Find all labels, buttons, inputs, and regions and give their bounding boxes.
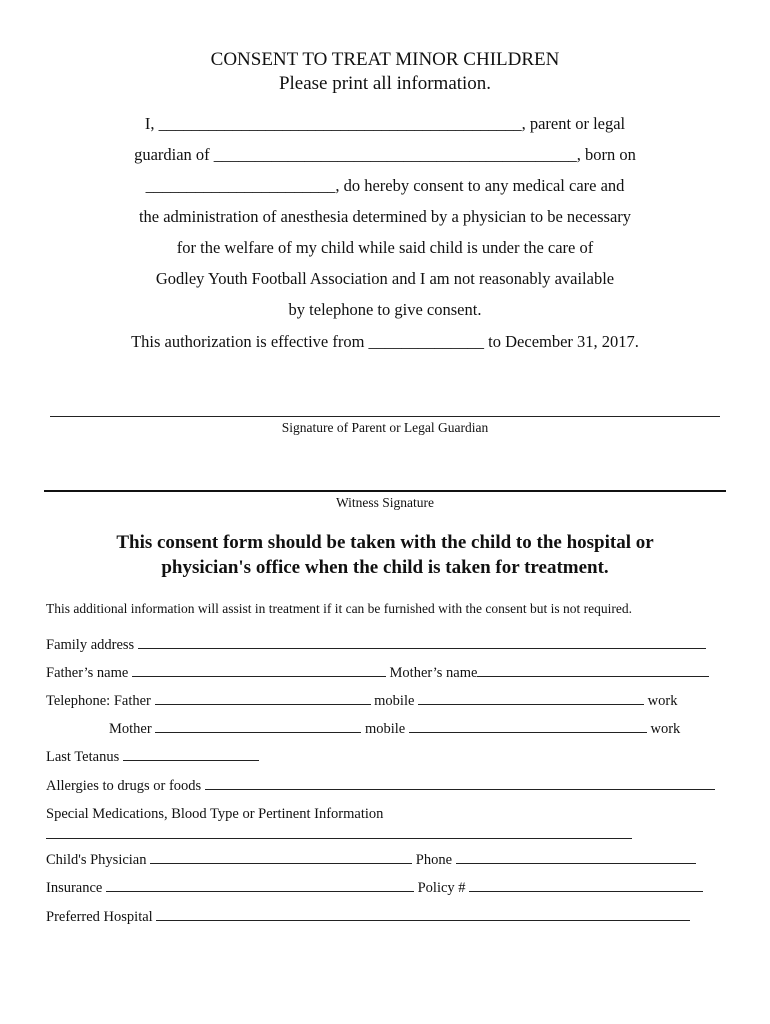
father-mobile-field[interactable] <box>418 692 644 705</box>
notice-line-1: This consent form should be taken with the child to the hospital or <box>116 532 654 553</box>
father-mobile-label: mobile <box>374 693 415 709</box>
telephone-father-field[interactable] <box>155 692 371 705</box>
policy-field[interactable] <box>469 879 703 892</box>
policy-label: Policy # <box>417 880 466 896</box>
parent-signature-line[interactable] <box>50 416 720 417</box>
info-note: This additional information will assist in treatment if it can be furnished with the consent but is not required. <box>46 601 633 616</box>
telephone-mother-row <box>109 720 680 738</box>
witness-signature-line[interactable] <box>44 490 726 492</box>
physician-row <box>46 851 696 869</box>
consent-line-5: for the welfare of my child while said child is under the care of <box>176 238 594 257</box>
family-address-field[interactable] <box>138 636 706 649</box>
childs-physician-label: Child's Physician <box>46 852 147 868</box>
phone-field[interactable] <box>456 851 696 864</box>
consent-line-8: This authorization is effective from ______________ to December 31, 2017. <box>131 332 639 351</box>
allergies-field[interactable] <box>205 777 715 790</box>
special-medications-row <box>46 805 383 823</box>
last-tetanus-row <box>46 748 259 766</box>
special-medications-field[interactable] <box>46 826 632 839</box>
mother-work-label: work <box>650 721 681 737</box>
insurance-field[interactable] <box>106 879 414 892</box>
phone-label: Phone <box>415 852 452 868</box>
telephone-mother-field[interactable] <box>155 720 361 733</box>
form-subtitle: Please print all information. <box>278 73 492 94</box>
mother-mobile-label: mobile <box>364 721 406 737</box>
childs-physician-field[interactable] <box>150 851 412 864</box>
allergies-label: Allergies to drugs or foods <box>46 778 202 794</box>
form-title: CONSENT TO TREAT MINOR CHILDREN <box>210 49 560 70</box>
parents-name-row <box>46 664 709 682</box>
consent-line-2: guardian of ____________________________________________, born on <box>134 145 636 164</box>
mother-mobile-field[interactable] <box>409 720 647 733</box>
consent-line-7: by telephone to give consent. <box>288 300 482 319</box>
fathers-name-field[interactable] <box>132 664 386 677</box>
consent-line-6: Godley Youth Football Association and I am not reasonably available <box>155 269 615 288</box>
telephone-father-label: Telephone: Father <box>46 693 151 709</box>
preferred-hospital-label: Preferred Hospital <box>46 909 153 925</box>
telephone-father-row <box>46 692 677 710</box>
special-medications-label: Special Medications, Blood Type or Pertinent Information <box>46 806 384 822</box>
mothers-name-field[interactable] <box>477 664 709 677</box>
telephone-mother-label: Mother <box>109 721 152 737</box>
consent-line-1: I, ____________________________________________, parent or legal <box>144 114 626 133</box>
preferred-hospital-row <box>46 908 690 926</box>
insurance-label: Insurance <box>46 880 103 896</box>
family-address-label: Family address <box>46 637 135 653</box>
father-work-label: work <box>647 693 678 709</box>
family-address-row <box>46 636 706 654</box>
allergies-row <box>46 777 715 795</box>
last-tetanus-label: Last Tetanus <box>46 749 120 765</box>
witness-signature-label: Witness Signature <box>335 495 435 510</box>
preferred-hospital-field[interactable] <box>156 908 690 921</box>
notice-line-2: physician's office when the child is taken for treatment. <box>161 557 609 578</box>
consent-line-4: the administration of anesthesia determined by a physician to be necessary <box>138 207 632 226</box>
last-tetanus-field[interactable] <box>123 748 259 761</box>
consent-line-3: _______________________, do hereby consent to any medical care and <box>145 176 625 195</box>
insurance-row <box>46 879 703 897</box>
parent-signature-label: Signature of Parent or Legal Guardian <box>281 420 489 435</box>
mothers-name-label: Mother’s name <box>389 665 478 681</box>
fathers-name-label: Father’s name <box>46 665 129 681</box>
special-medications-field-row <box>46 826 632 844</box>
